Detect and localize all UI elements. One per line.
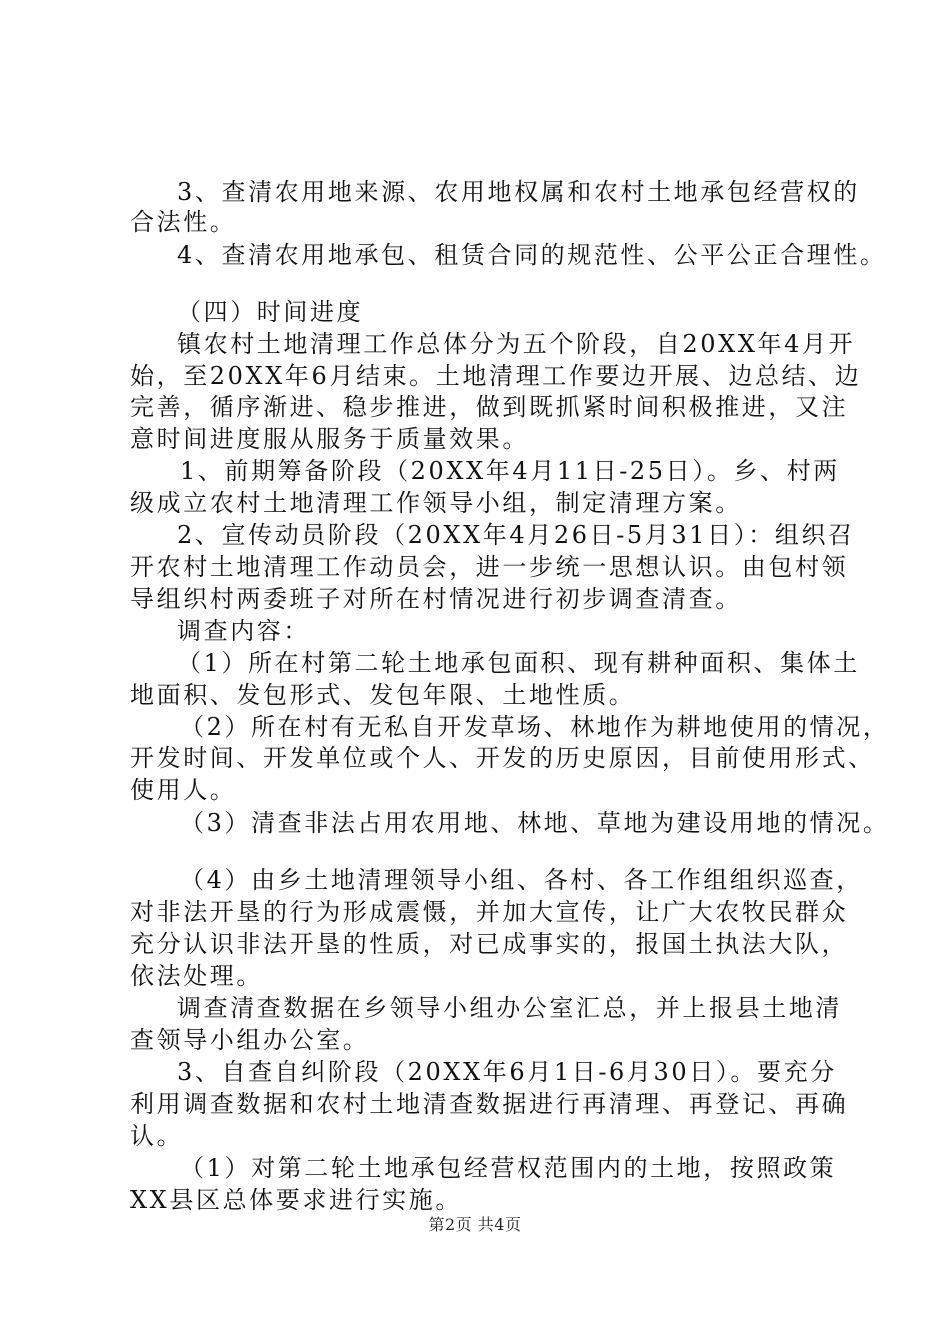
text-line: XX县区总体要求进行实施。: [130, 1186, 462, 1214]
text-line: 查领导小组办公室。: [130, 1026, 370, 1054]
text-line: 利用调查数据和农村土地清查数据进行再清理、再登记、再确: [130, 1090, 849, 1118]
text-line: 3、查清农用地来源、农用地权属和农村土地承包经营权的: [177, 178, 860, 206]
text-line: 1、前期筹备阶段（20XX年4月11日-25日）。乡、村两: [180, 457, 840, 485]
text-line: （1）对第二轮土地承包经营权范围内的土地，按照政策: [180, 1154, 837, 1182]
text-line: 2、宣传动员阶段（20XX年4月26日-5月31日）：组织召: [177, 521, 855, 549]
section-heading: （四）时间进度: [177, 298, 364, 326]
text-line: 导组织村两委班子对所在村情况进行初步调查清查。: [130, 585, 742, 613]
text-line: （1）所在村第二轮土地承包面积、现有耕种面积、集体土: [177, 649, 860, 677]
text-line: 3、自查自纠阶段（20XX年6月1日-6月30日）。要充分: [177, 1058, 837, 1086]
text-line: 完善，循序渐进、稳步推进，做到既抓紧时间积极推进，又注: [130, 393, 849, 421]
text-line: 调查清查数据在乡领导小组办公室汇总，并上报县土地清: [177, 994, 842, 1022]
text-line: 开农村土地清理工作动员会，进一步统一思想认识。由包村领: [130, 553, 849, 581]
text-line: （2）所在村有无私自开发草场、林地作为耕地使用的情况，: [180, 713, 890, 741]
text-line: 充分认识非法开垦的性质，对已成事实的，报国土执法大队，: [130, 930, 849, 958]
text-line: （4）由乡土地清理领导小组、各村、各工作组组织巡查，: [180, 866, 863, 894]
text-line: 意时间进度服从服务于质量效果。: [130, 425, 529, 453]
text-line: 依法处理。: [130, 962, 263, 990]
text-line: 使用人。: [130, 776, 237, 804]
text-line: 认。: [130, 1122, 184, 1150]
page-number-footer: 第2页 共4页: [428, 1215, 522, 1234]
text-line: 级成立农村土地清理工作领导小组，制定清理方案。: [130, 489, 742, 517]
text-line: 始，至20XX年6月结束。土地清理工作要边开展、边总结、边: [130, 362, 862, 390]
text-line: 开发时间、开发单位或个人、开发的历史原因，目前使用形式、: [130, 744, 875, 772]
text-line: 调查内容：: [177, 617, 310, 645]
text-line: （3）清查非法占用农用地、林地、草地为建设用地的情况。: [180, 809, 890, 837]
text-line: 对非法开垦的行为形成震慑，并加大宣传，让广大农牧民群众: [130, 898, 849, 926]
text-line: 镇农村土地清理工作总体分为五个阶段，自20XX年4月开: [177, 330, 856, 358]
text-line: 4、查清农用地承包、租赁合同的规范性、公平公正合理性。: [177, 241, 887, 269]
text-line: 地面积、发包形式、发包年限、土地性质。: [130, 681, 636, 709]
text-line: 合法性。: [130, 208, 237, 236]
